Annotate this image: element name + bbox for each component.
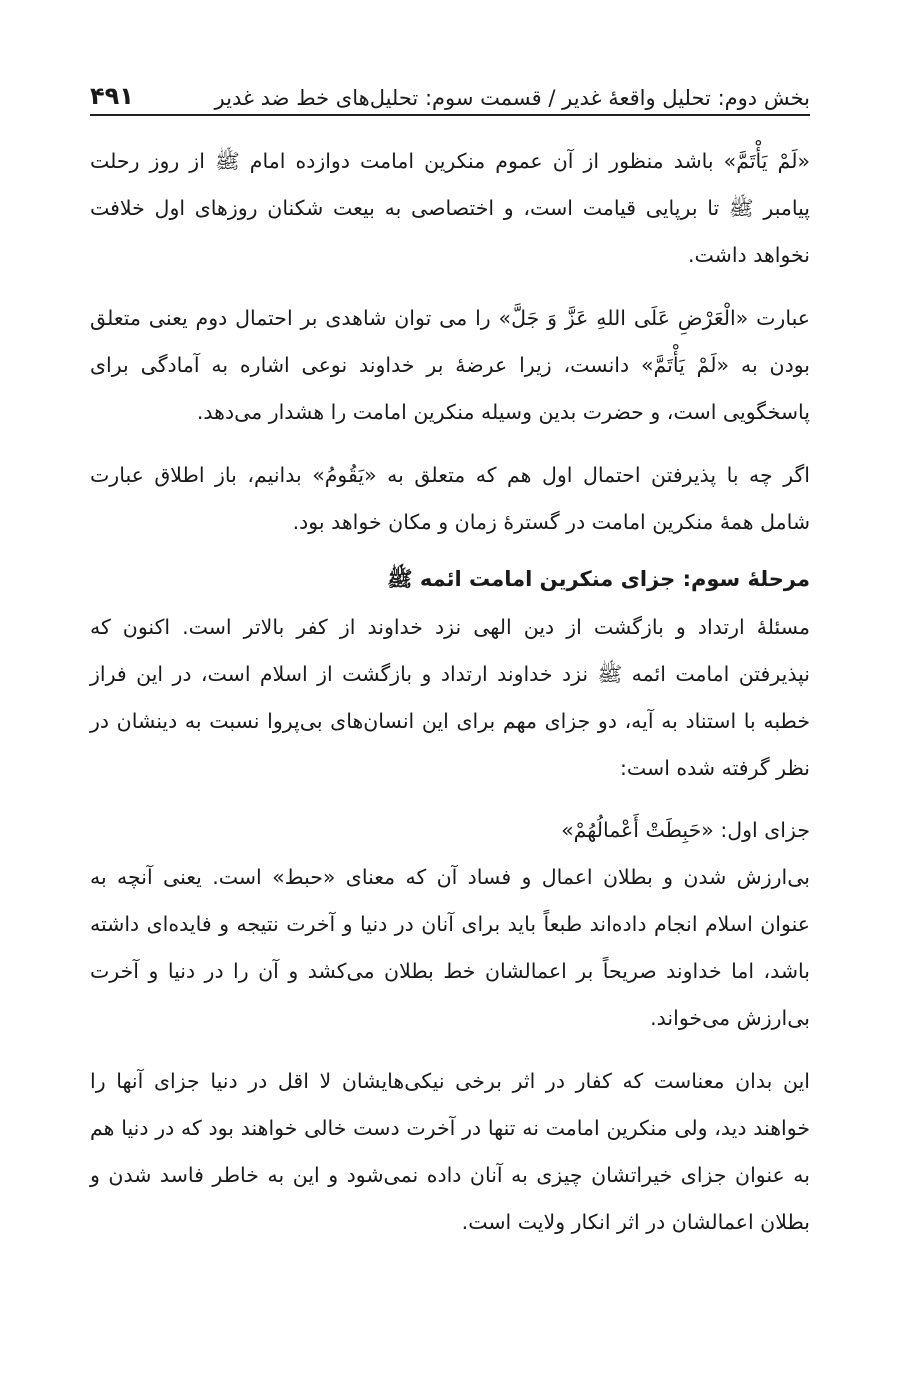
header-title: بخش دوم: تحلیل واقعهٔ غدیر / قسمت سوم: تحلیل‌های خط ضد غدیر bbox=[214, 86, 810, 110]
book-page bbox=[90, 60, 810, 1246]
sub-paragraph-2: این بدان معناست که کفار در اثر برخی نیکی‌هایشان لا اقل در دنیا جزای آنها را خواهند دید، ولی منکرین امامت نه تنها در آخرت دست خالی خواهند بود که در دنیا هم به عنوان جزای خیراتشان چیزی به آنان داده نمی‌شود و این به خاطر فاسد شدن و بطلان اعمالشان در اثر انکار ولایت است. bbox=[90, 1069, 810, 1234]
sub-paragraph-1: بی‌ارزش شدن و بطلان اعمال و فساد آن که معنای «حبط» است. یعنی آنچه به عنوان اسلام انجام داده‌اند طبعاً باید برای آنان در دنیا و آخرت نتیجه و فایده‌ای داشته باشد، اما خداوند صریحاً بر اعمالشان خط بطلان می‌کشد و آن را در دنیا و آخرت بی‌ارزش می‌خواند. bbox=[90, 865, 810, 1030]
section-intro: مسئلهٔ ارتداد و بازگشت از دین الهی نزد خداوند از کفر بالاتر است. اکنون که نپذیرفتن امامت ائمه ﷺ نزد خداوند ارتداد و بازگشت از اسلام است، در این فراز خطبه با استناد به آیه، دو جزای مهم برای این انسان‌های بی‌پروا نسبت به دینشان در نظر گرفته شده است: bbox=[90, 615, 810, 780]
paragraph-1: «لَمْ یَأْتَمَّ» باشد منظور از آن عموم منکرین امامت دوازده امام ﷺ از روز رحلت پیامبر ﷺ تا برپایی قیامت است، و اختصاصی به بیعت شکنان روزهای اول خلافت نخواهد داشت. bbox=[90, 149, 810, 267]
body-text bbox=[90, 138, 810, 1246]
paragraph-3: اگر چه با پذیرفتن احتمال اول هم که متعلق به «یَقُومُ» بدانیم، باز اطلاق عبارت شامل همهٔ منکرین امامت در گسترهٔ زمان و مکان خواهد بود. bbox=[90, 463, 810, 534]
page-number: ۴۹۱ bbox=[90, 82, 134, 110]
running-header bbox=[90, 60, 810, 116]
paragraph-2: عبارت «الْعَرْضِ عَلَی اللهِ عَزَّ وَ جَلَّ» را می توان شاهدی بر احتمال دوم یعنی متعلق بودن به «لَمْ یَأْتَمَّ» دانست، زیرا عرضهٔ بر خداوند نوعی اشاره به آمادگی برای پاسخگویی است، و حضرت بدین وسیله منکرین امامت را هشدار می‌دهد. bbox=[90, 306, 810, 424]
section-heading: مرحلهٔ سوم: جزای منکرین امامت ائمه ﷺ bbox=[387, 567, 810, 591]
sub-heading: جزای اول: «حَبِطَتْ أَعْمالُهُمْ» bbox=[561, 818, 810, 842]
